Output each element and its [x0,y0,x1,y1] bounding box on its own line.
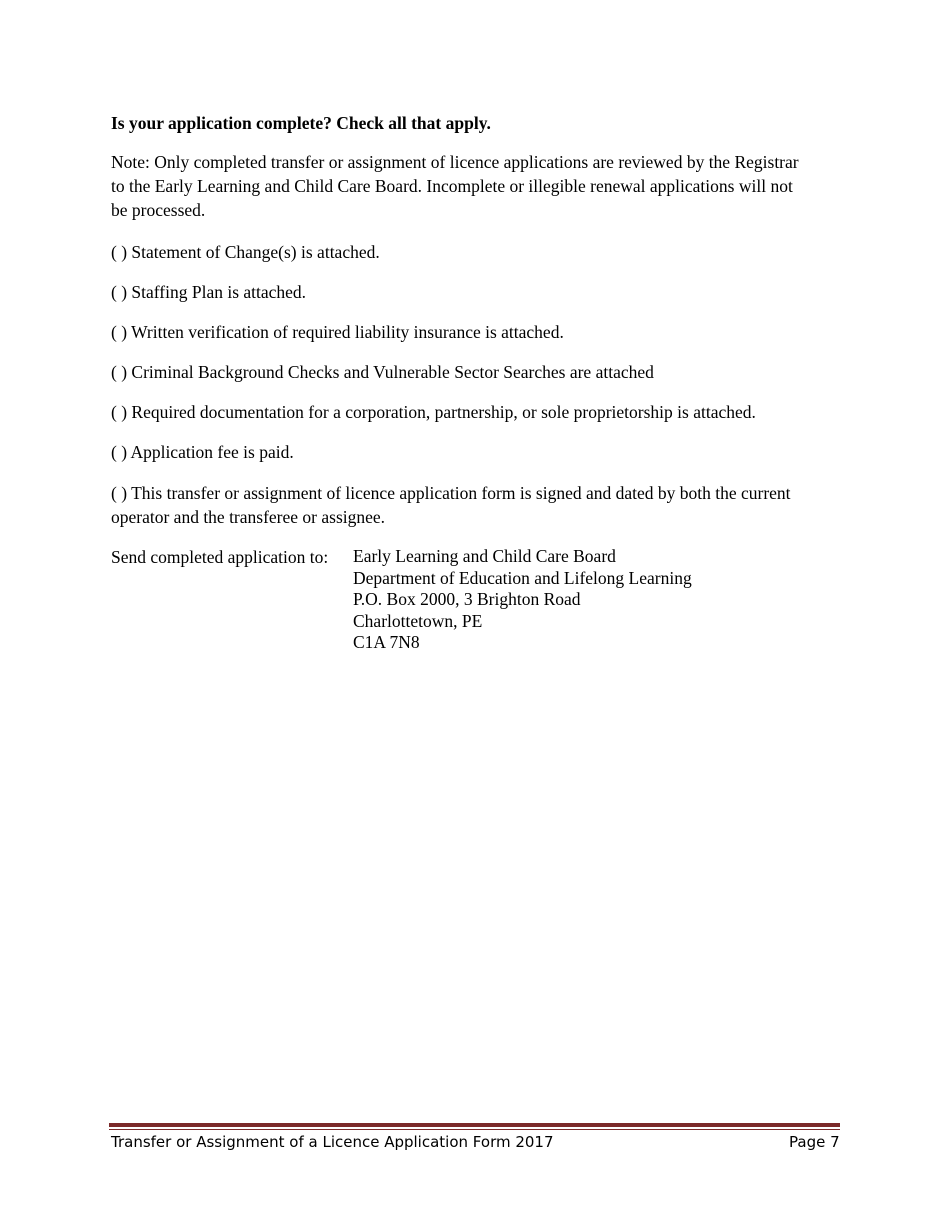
checklist-item-documentation: ( ) Required documentation for a corporation, partnership, or sole proprietorship is attached. [111,402,756,422]
section-heading: Is your application complete? Check all that apply. [111,113,491,133]
address-line-board: Early Learning and Child Care Board [353,546,616,566]
footer-rule-thick [109,1123,840,1127]
address-line-postal-code: C1A 7N8 [353,632,420,652]
checklist-item-liability-insurance: ( ) Written verification of required liability insurance is attached. [111,322,564,342]
footer-page-number: Page 7 [789,1133,840,1151]
send-to-label: Send completed application to: [111,547,329,567]
checklist-item-staffing-plan: ( ) Staffing Plan is attached. [111,282,307,302]
checklist-item-application-fee: ( ) Application fee is paid. [111,442,294,462]
checklist-item-signed-and-dated: ( ) This transfer or assignment of licence application form is signed and dated by both the current operator and the transferee or assignee. [111,483,791,527]
address-line-city: Charlottetown, PE [353,611,483,631]
note-paragraph: Note: Only completed transfer or assignment of licence applications are reviewed by the Registrar to the Early Learning and Child Care Board. Incomplete or illegible renewal applications will not be processed. [111,152,799,220]
footer-rule-thin [109,1129,840,1130]
footer-form-title: Transfer or Assignment of a Licence Application Form 2017 [111,1133,554,1151]
address-line-po-box: P.O. Box 2000, 3 Brighton Road [353,589,581,609]
address-line-department: Department of Education and Lifelong Learning [353,568,692,588]
checklist-item-statement-of-change: ( ) Statement of Change(s) is attached. [111,242,380,262]
checklist-item-background-checks: ( ) Criminal Background Checks and Vulnerable Sector Searches are attached [111,362,654,382]
